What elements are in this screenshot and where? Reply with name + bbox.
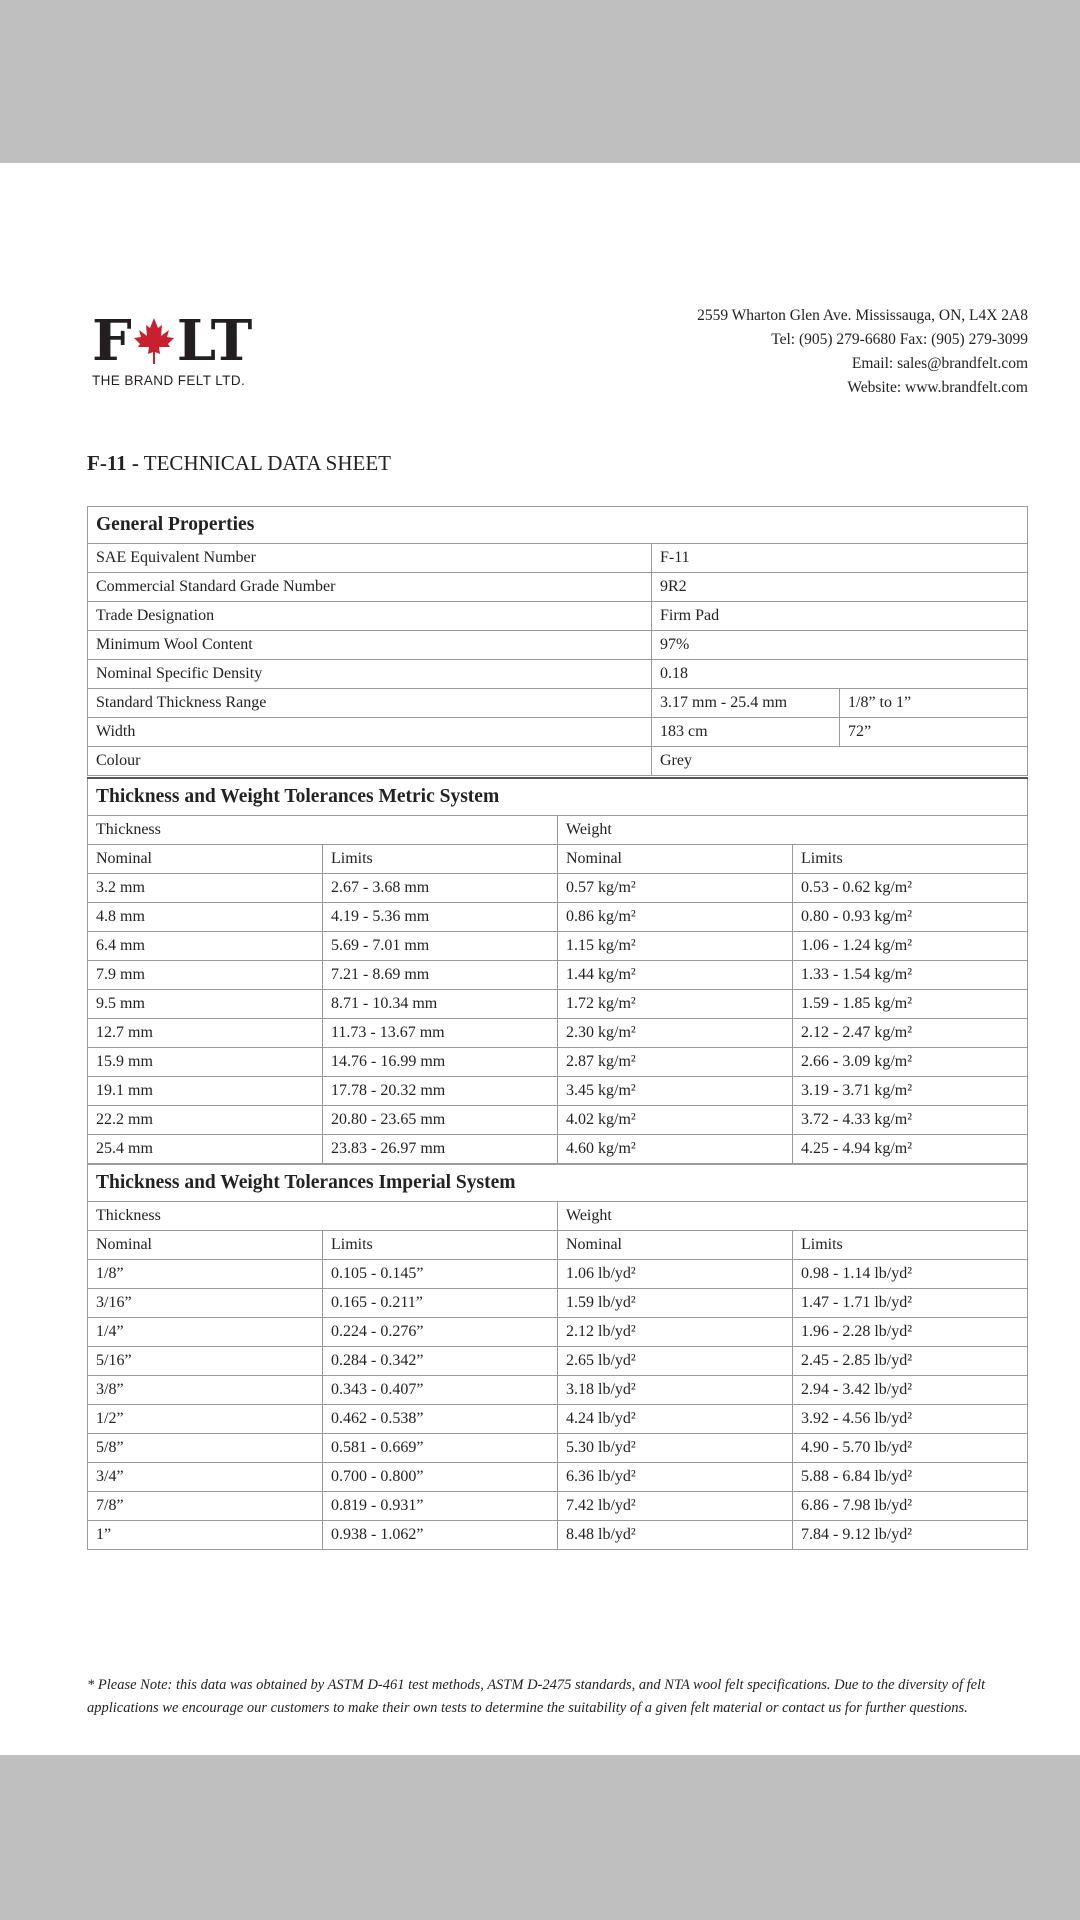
table-row [88,1077,1028,1106]
thickness-limits: 0.581 - 0.669” [323,1434,558,1463]
nominal-weight: 2.65 lb/yd² [558,1347,793,1376]
weight-limits: 7.84 - 9.12 lb/yd² [793,1521,1028,1550]
nominal-thickness: 7/8” [88,1492,323,1521]
nominal-weight: 1.06 lb/yd² [558,1260,793,1289]
thickness-limits: 0.462 - 0.538” [323,1405,558,1434]
column-header: Nominal [88,1231,323,1260]
nominal-weight: 4.02 kg/m² [558,1106,793,1135]
property-value-imperial: 1/8” to 1” [840,689,1028,718]
nominal-weight: 4.60 kg/m² [558,1135,793,1164]
thickness-group-header: Thickness [88,816,558,845]
thickness-limits: 0.343 - 0.407” [323,1376,558,1405]
property-label: Nominal Specific Density [88,660,652,689]
table-row [88,1521,1028,1550]
thickness-limits: 0.284 - 0.342” [323,1347,558,1376]
imperial-heading-row [88,1165,1028,1202]
nominal-thickness: 25.4 mm [88,1135,323,1164]
metric-group-row [88,816,1028,845]
thickness-limits: 2.67 - 3.68 mm [323,874,558,903]
document-title [87,451,391,476]
property-label: Standard Thickness Range [88,689,652,718]
website-line: Website: www.brandfelt.com [847,379,1028,396]
data-sheet-page [0,163,1080,1755]
nominal-thickness: 1/2” [88,1405,323,1434]
table-row [88,689,1028,718]
nominal-weight: 1.72 kg/m² [558,990,793,1019]
weight-limits: 2.45 - 2.85 lb/yd² [793,1347,1028,1376]
nominal-thickness: 5/8” [88,1434,323,1463]
property-value: 9R2 [652,573,1028,602]
table-row [88,544,1028,573]
property-value-imperial: 72” [840,718,1028,747]
imperial-group-row [88,1202,1028,1231]
weight-limits: 5.88 - 6.84 lb/yd² [793,1463,1028,1492]
table-row [88,573,1028,602]
weight-limits: 4.90 - 5.70 lb/yd² [793,1434,1028,1463]
nominal-thickness: 22.2 mm [88,1106,323,1135]
nominal-weight: 6.36 lb/yd² [558,1463,793,1492]
weight-limits: 2.94 - 3.42 lb/yd² [793,1376,1028,1405]
weight-limits: 1.47 - 1.71 lb/yd² [793,1289,1028,1318]
property-value: Firm Pad [652,602,1028,631]
column-header: Nominal [558,1231,793,1260]
property-value: F-11 [652,544,1028,573]
weight-limits: 2.12 - 2.47 kg/m² [793,1019,1028,1048]
property-value: 183 cm [652,718,840,747]
metric-rows [88,874,1028,1164]
table-row [88,1492,1028,1521]
metric-column-row [88,845,1028,874]
column-header: Nominal [558,845,793,874]
thickness-group-header: Thickness [88,1202,558,1231]
table-row [88,631,1028,660]
weight-limits: 1.59 - 1.85 kg/m² [793,990,1028,1019]
thickness-limits: 0.819 - 0.931” [323,1492,558,1521]
nominal-thickness: 15.9 mm [88,1048,323,1077]
logo-letters-lt: LT [176,308,252,374]
table-row [88,660,1028,689]
logo-letter-f: F [92,308,131,374]
weight-limits: 3.72 - 4.33 kg/m² [793,1106,1028,1135]
table-row [88,718,1028,747]
table-row [88,1376,1028,1405]
table-row [88,1135,1028,1164]
imperial-tolerance-table [87,1164,1028,1550]
nominal-weight: 5.30 lb/yd² [558,1434,793,1463]
nominal-weight: 8.48 lb/yd² [558,1521,793,1550]
property-label: Commercial Standard Grade Number [88,573,652,602]
phone-fax: Tel: (905) 279-6680 Fax: (905) 279-3099 [771,331,1028,348]
nominal-weight: 7.42 lb/yd² [558,1492,793,1521]
table-row [88,1048,1028,1077]
nominal-thickness: 4.8 mm [88,903,323,932]
property-label: Colour [88,747,652,776]
logo-wordmark [92,308,272,374]
nominal-weight: 2.12 lb/yd² [558,1318,793,1347]
thickness-limits: 0.105 - 0.145” [323,1260,558,1289]
nominal-weight: 4.24 lb/yd² [558,1405,793,1434]
thickness-limits: 23.83 - 26.97 mm [323,1135,558,1164]
property-label: SAE Equivalent Number [88,544,652,573]
weight-limits: 3.92 - 4.56 lb/yd² [793,1405,1028,1434]
imperial-heading: Thickness and Weight Tolerances Imperial System [88,1165,1028,1202]
general-properties-table [87,506,1028,776]
property-label: Minimum Wool Content [88,631,652,660]
bottom-background-band [0,1755,1080,1920]
thickness-limits: 0.224 - 0.276” [323,1318,558,1347]
table-row [88,1106,1028,1135]
nominal-thickness: 3/4” [88,1463,323,1492]
thickness-limits: 20.80 - 23.65 mm [323,1106,558,1135]
nominal-thickness: 3.2 mm [88,874,323,903]
table-row [88,874,1028,903]
nominal-thickness: 1/8” [88,1260,323,1289]
weight-limits: 1.06 - 1.24 kg/m² [793,932,1028,961]
weight-group-header: Weight [558,816,1028,845]
weight-limits: 6.86 - 7.98 lb/yd² [793,1492,1028,1521]
thickness-limits: 17.78 - 20.32 mm [323,1077,558,1106]
column-header: Limits [323,1231,558,1260]
weight-limits: 3.19 - 3.71 kg/m² [793,1077,1028,1106]
weight-limits: 0.53 - 0.62 kg/m² [793,874,1028,903]
nominal-weight: 1.44 kg/m² [558,961,793,990]
metric-heading-row [88,778,1028,816]
maple-leaf-icon [132,316,176,366]
brand-logo [92,308,272,388]
nominal-weight: 2.30 kg/m² [558,1019,793,1048]
metric-tolerance-table [87,777,1028,1164]
thickness-limits: 4.19 - 5.36 mm [323,903,558,932]
thickness-limits: 8.71 - 10.34 mm [323,990,558,1019]
nominal-thickness: 9.5 mm [88,990,323,1019]
general-heading-row [88,507,1028,544]
table-row [88,747,1028,776]
nominal-thickness: 19.1 mm [88,1077,323,1106]
table-row [88,961,1028,990]
nominal-weight: 0.57 kg/m² [558,874,793,903]
nominal-thickness: 3/16” [88,1289,323,1318]
table-row [88,932,1028,961]
nominal-thickness: 12.7 mm [88,1019,323,1048]
table-row [88,1347,1028,1376]
thickness-limits: 14.76 - 16.99 mm [323,1048,558,1077]
product-code: F-11 - [87,451,139,475]
weight-limits: 0.98 - 1.14 lb/yd² [793,1260,1028,1289]
column-header: Limits [793,845,1028,874]
table-row [88,903,1028,932]
imperial-column-row [88,1231,1028,1260]
column-header: Limits [793,1231,1028,1260]
table-row [88,1434,1028,1463]
nominal-weight: 1.59 lb/yd² [558,1289,793,1318]
thickness-limits: 7.21 - 8.69 mm [323,961,558,990]
table-row [88,1289,1028,1318]
nominal-thickness: 1” [88,1521,323,1550]
nominal-thickness: 6.4 mm [88,932,323,961]
column-header: Nominal [88,845,323,874]
thickness-limits: 11.73 - 13.67 mm [323,1019,558,1048]
weight-limits: 4.25 - 4.94 kg/m² [793,1135,1028,1164]
table-row [88,1463,1028,1492]
nominal-thickness: 1/4” [88,1318,323,1347]
weight-limits: 1.96 - 2.28 lb/yd² [793,1318,1028,1347]
thickness-limits: 5.69 - 7.01 mm [323,932,558,961]
nominal-weight: 3.45 kg/m² [558,1077,793,1106]
nominal-thickness: 5/16” [88,1347,323,1376]
property-label: Trade Designation [88,602,652,631]
imperial-rows [88,1260,1028,1550]
table-row [88,1318,1028,1347]
title-text: TECHNICAL DATA SHEET [143,451,391,475]
nominal-weight: 1.15 kg/m² [558,932,793,961]
table-row [88,602,1028,631]
property-value: 0.18 [652,660,1028,689]
top-background-band [0,0,1080,163]
property-value: Grey [652,747,1028,776]
nominal-weight: 0.86 kg/m² [558,903,793,932]
column-header: Limits [323,845,558,874]
metric-heading: Thickness and Weight Tolerances Metric System [88,778,1028,816]
general-heading: General Properties [88,507,1028,544]
disclaimer-footnote: * Please Note: this data was obtained by ASTM D-461 test methods, ASTM D-2475 standards, and NTA wool felt specifications. Due to the diversity of felt applications we encourage our customers to make their own tests to determine the suitability of a given felt material or contact us for further questions. [87,1677,986,1716]
thickness-limits: 0.165 - 0.211” [323,1289,558,1318]
street-address: 2559 Wharton Glen Ave. Mississauga, ON, L4X 2A8 [697,307,1028,324]
property-label: Width [88,718,652,747]
nominal-weight: 3.18 lb/yd² [558,1376,793,1405]
contact-block [697,304,1028,400]
weight-limits: 1.33 - 1.54 kg/m² [793,961,1028,990]
table-row [88,1019,1028,1048]
weight-group-header: Weight [558,1202,1028,1231]
property-value: 3.17 mm - 25.4 mm [652,689,840,718]
thickness-limits: 0.700 - 0.800” [323,1463,558,1492]
thickness-limits: 0.938 - 1.062” [323,1521,558,1550]
nominal-thickness: 3/8” [88,1376,323,1405]
nominal-weight: 2.87 kg/m² [558,1048,793,1077]
table-row [88,990,1028,1019]
weight-limits: 0.80 - 0.93 kg/m² [793,903,1028,932]
nominal-thickness: 7.9 mm [88,961,323,990]
table-row [88,1405,1028,1434]
logo-subtitle: THE BRAND FELT LTD. [92,373,246,388]
table-row [88,1260,1028,1289]
property-value: 97% [652,631,1028,660]
weight-limits: 2.66 - 3.09 kg/m² [793,1048,1028,1077]
email-line: Email: sales@brandfelt.com [851,355,1028,372]
